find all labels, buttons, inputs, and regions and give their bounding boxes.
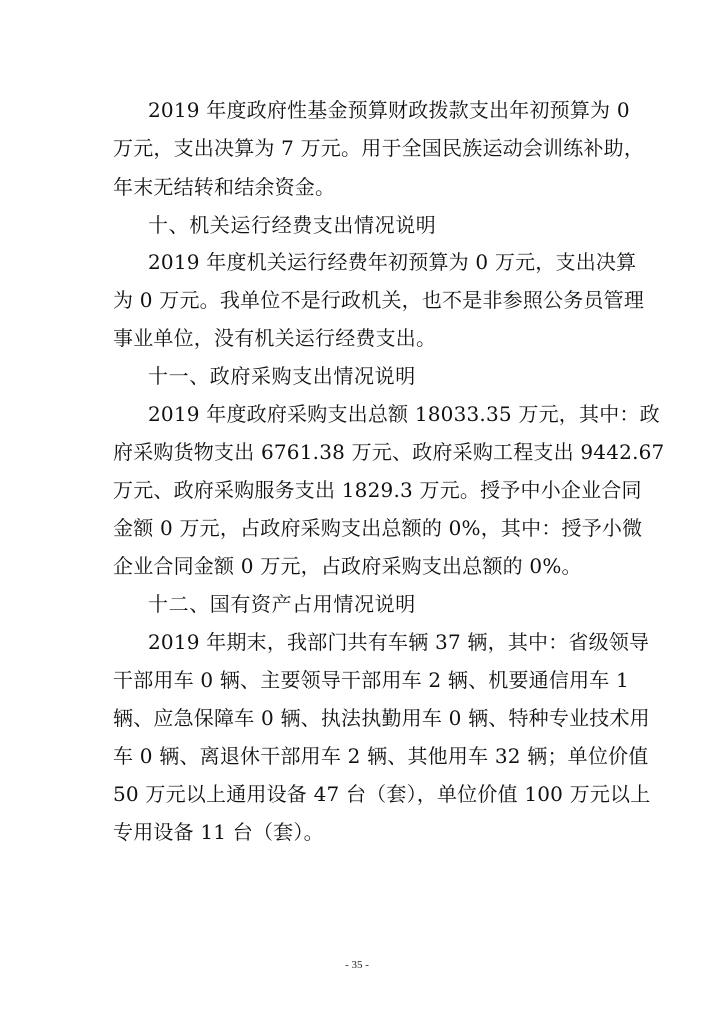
paragraph-line: 金额 0 万元，占政府采购支出总额的 0%，其中：授予小微 xyxy=(113,516,643,540)
paragraph-line: 府采购货物支出 6761.38 万元、政府采购工程支出 9442.67 xyxy=(113,440,665,464)
paragraph-line: 为 0 万元。我单位不是行政机关，也不是非参照公务员管理 xyxy=(113,288,645,312)
paragraph-line: 万元、政府采购服务支出 1829.3 万元。授予中小企业合同 xyxy=(113,478,642,502)
section-heading: 十二、国有资产占用情况说明 xyxy=(148,592,416,616)
paragraph-line: 万元，支出决算为 7 万元。用于全国民族运动会训练补助， xyxy=(113,136,645,160)
paragraph-line: 辆、应急保障车 0 辆、执法执勤用车 0 辆、特种专业技术用 xyxy=(113,706,650,730)
paragraph-line: 年末无结转和结余资金。 xyxy=(113,175,336,199)
page-number: - 35 - xyxy=(345,959,369,971)
paragraph-line: 2019 年度政府采购支出总额 18033.35 万元，其中：政 xyxy=(148,402,660,426)
paragraph-line: 2019 年度机关运行经费年初预算为 0 万元，支出决算 xyxy=(148,250,637,274)
paragraph-line: 2019 年度政府性基金预算财政拨款支出年初预算为 0 xyxy=(148,98,630,122)
paragraph-line: 事业单位，没有机关运行经费支出。 xyxy=(113,326,437,350)
paragraph-line: 干部用车 0 辆、主要领导干部用车 2 辆、机要通信用车 1 xyxy=(113,668,629,692)
section-heading: 十、机关运行经费支出情况说明 xyxy=(148,213,437,237)
paragraph-line: 专用设备 11 台（套）。 xyxy=(113,820,324,844)
paragraph-line: 企业合同金额 0 万元，占政府采购支出总额的 0%。 xyxy=(113,554,582,578)
paragraph-line: 车 0 辆、离退休干部用车 2 辆、其他用车 32 辆；单位价值 xyxy=(113,744,649,768)
section-heading: 十一、政府采购支出情况说明 xyxy=(148,364,416,388)
paragraph-line: 50 万元以上通用设备 47 台（套），单位价值 100 万元以上 xyxy=(113,782,651,806)
paragraph-line: 2019 年期末，我部门共有车辆 37 辆，其中：省级领导 xyxy=(148,630,650,654)
